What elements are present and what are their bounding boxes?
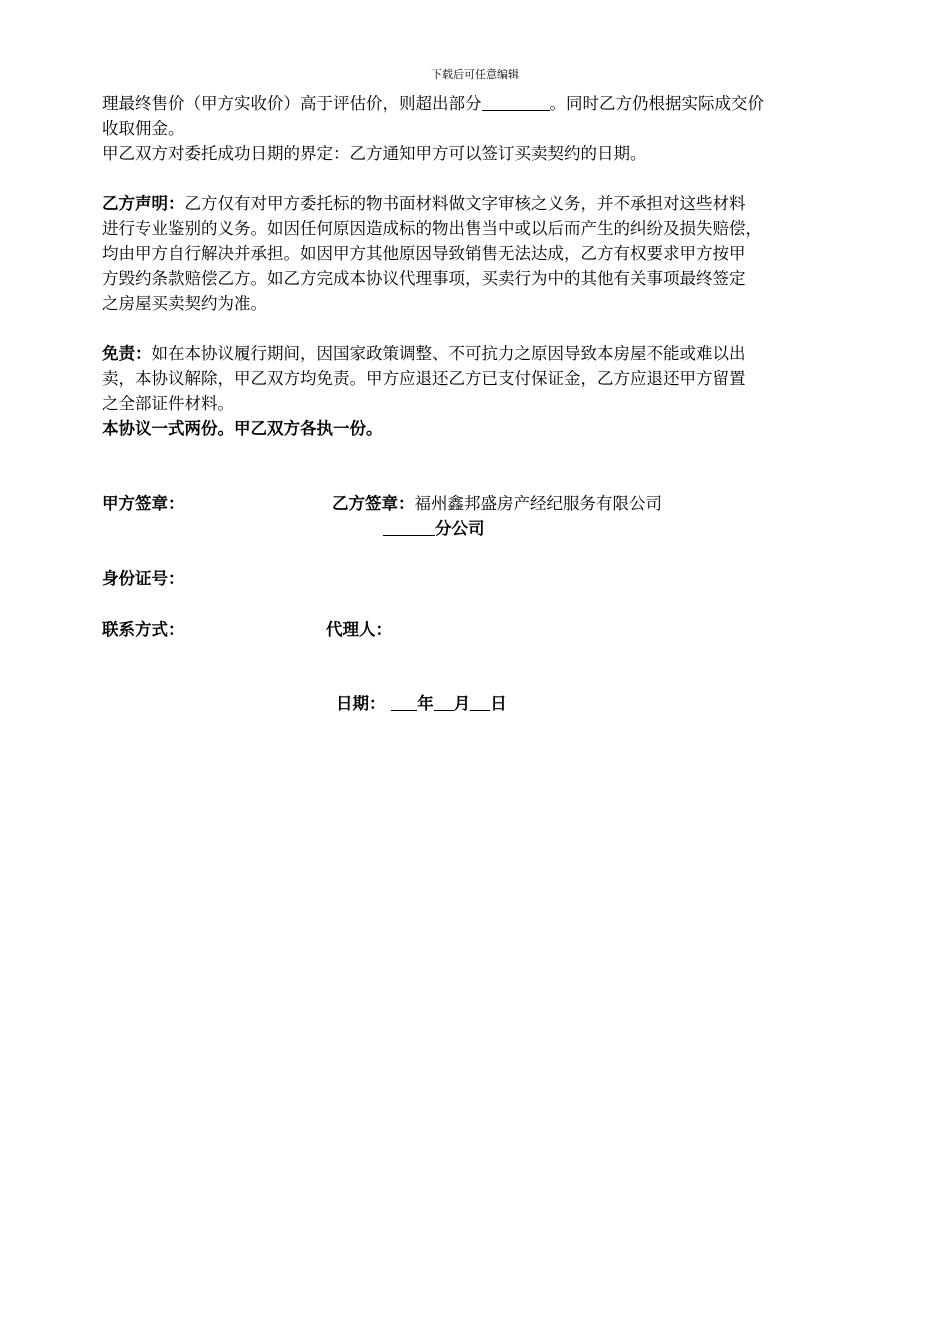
paragraph-price-line2: 收取佣金。 <box>102 119 185 138</box>
spacer <box>102 166 882 191</box>
date-label: 日期： <box>336 694 386 713</box>
party-b-company: 福州鑫邦盛房产经纪服务有限公司 <box>414 494 662 513</box>
year-label: 年 <box>417 694 434 713</box>
day-label: 日 <box>490 694 507 713</box>
exemption-line-3: 之全部证件材料。 <box>102 394 234 413</box>
party-a-signature-label: 甲方签章： <box>102 494 185 513</box>
blank-excess-amount <box>482 93 550 111</box>
id-number-label: 身份证号： <box>102 569 185 588</box>
blank-month <box>434 693 454 711</box>
blank-branch-name <box>383 518 435 536</box>
copies-statement: 本协议一式两份。甲乙双方各执一份。 <box>102 419 383 438</box>
price-text-after: 。同时乙方仍根据实际成交价 <box>549 94 764 113</box>
exemption-line-1 <box>102 341 882 366</box>
blank-day <box>470 693 490 711</box>
spacer <box>102 316 882 341</box>
declaration-line-5: 之房屋买卖契约为准。 <box>102 294 267 313</box>
branch-line <box>383 516 485 541</box>
declaration-line-1 <box>102 191 882 216</box>
declaration-line-3: 均由甲方自行解决并承担。如因甲方其他原因导致销售无法达成，乙方有权要求甲方按甲 <box>102 244 746 263</box>
branch-label: 分公司 <box>435 519 485 538</box>
paragraph-price <box>102 91 882 116</box>
agent-label: 代理人： <box>326 620 392 639</box>
blank-year <box>391 693 417 711</box>
contact-label: 联系方式： <box>102 620 185 639</box>
declaration-line-4: 方毁约条款赔偿乙方。如乙方完成本协议代理事项，买卖行为中的其他有关事项最终签定 <box>102 269 746 288</box>
exemption-line-2: 卖，本协议解除，甲乙双方均免责。甲方应退还乙方已支付保证金，乙方应退还甲方留置 <box>102 369 746 388</box>
date-line <box>336 691 507 716</box>
exemption-title: 免责： <box>102 344 152 363</box>
declaration-text: 乙方仅有对甲方委托标的物书面材料做文字审核之义务，并不承担对这些材料 <box>184 194 746 213</box>
declaration-title: 乙方声明： <box>102 194 185 213</box>
page-header-note: 下载后可任意编辑 <box>431 68 519 81</box>
exemption-text: 如在本协议履行期间，因国家政策调整、不可抗力之原因导致本房屋不能或难以出 <box>151 344 746 363</box>
declaration-line-2: 进行专业鉴别的义务。如因任何原因造成标的物出售当中或以后而产生的纠纷及损失赔偿， <box>102 219 762 238</box>
party-b-signature-label: 乙方签章： <box>332 494 415 513</box>
price-text-before: 理最终售价（甲方实收价）高于评估价，则超出部分 <box>102 94 482 113</box>
month-label: 月 <box>453 694 471 713</box>
party-b-signature <box>332 491 662 516</box>
contract-body <box>102 91 882 441</box>
paragraph-success-date: 甲乙双方对委托成功日期的界定：乙方通知甲方可以签订买卖契约的日期。 <box>102 144 647 163</box>
